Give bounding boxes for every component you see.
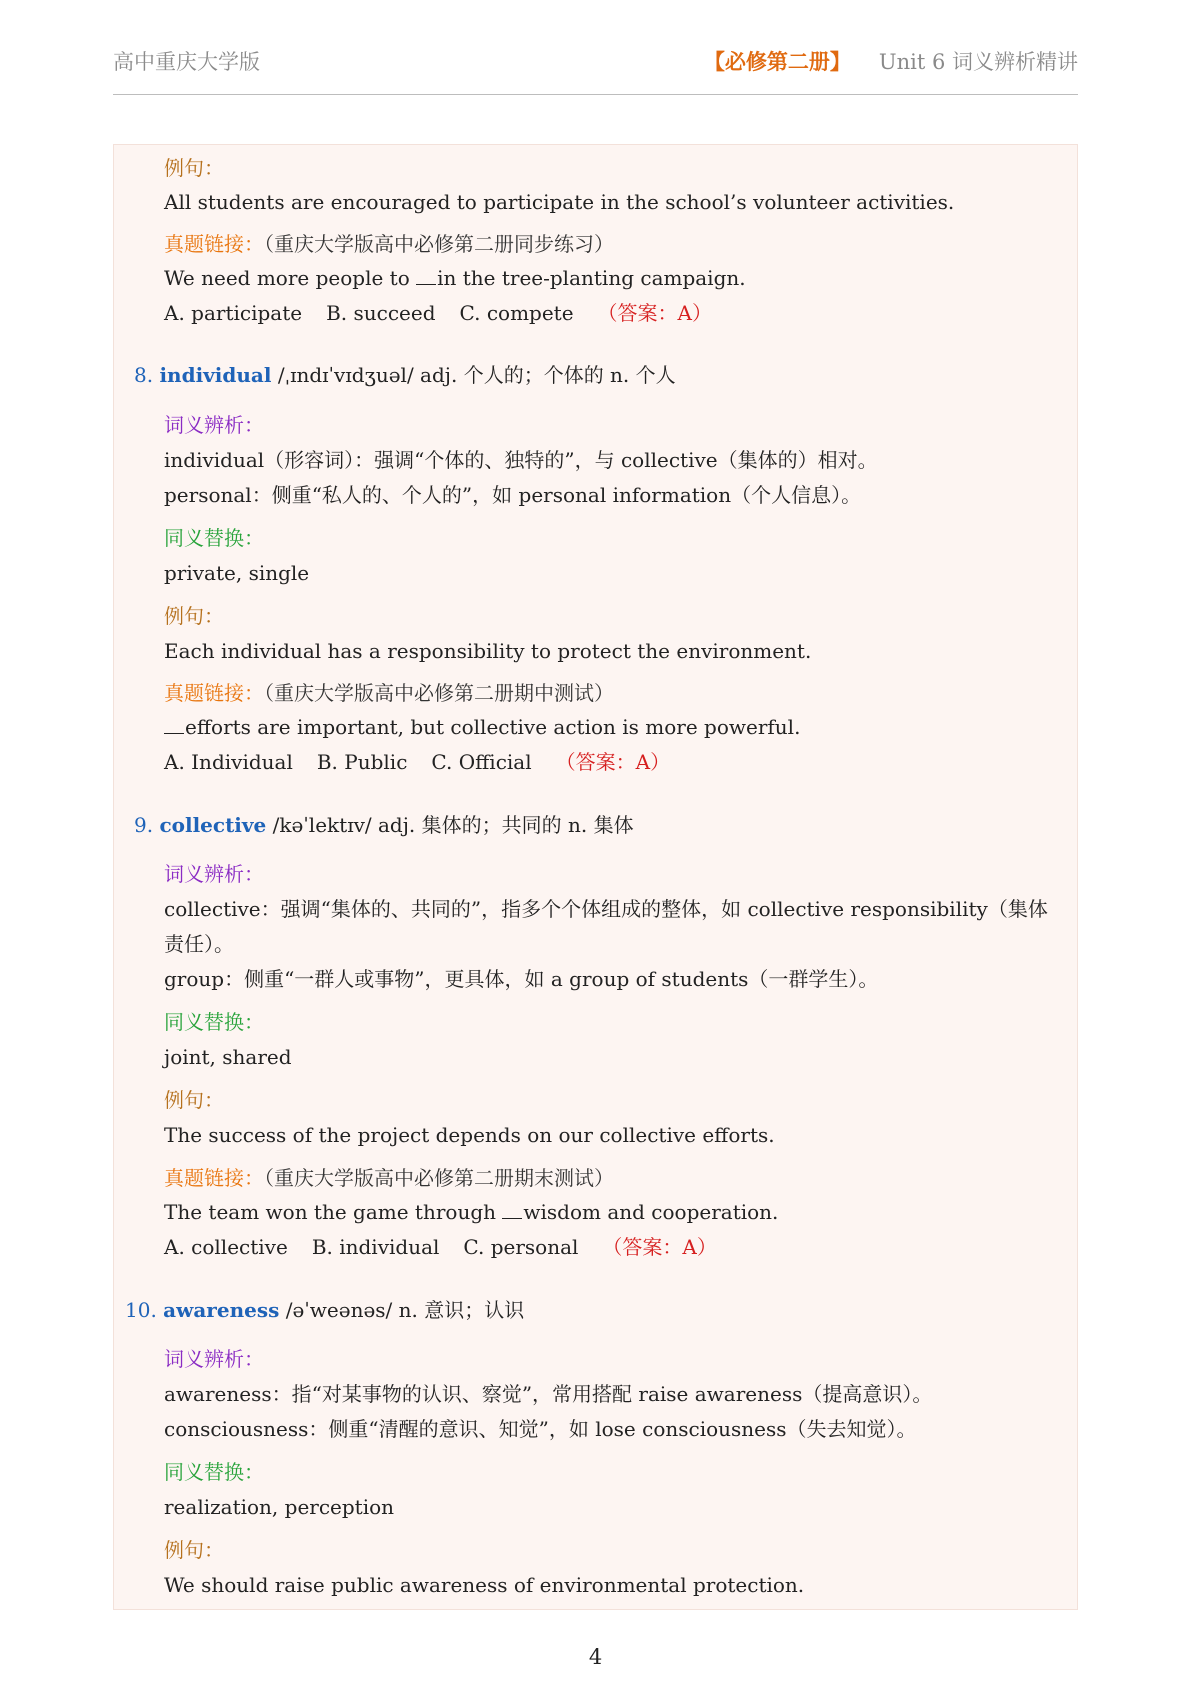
option-b: B. Public <box>316 750 408 774</box>
option-a: A. collective <box>164 1235 288 1259</box>
example-label: 例句： <box>164 604 224 628</box>
header-title: 高中重庆大学版 <box>113 50 260 74</box>
question-after: efforts are important, but collective action is more powerful. <box>185 715 801 739</box>
options-line <box>164 300 712 326</box>
syn-words: realization, perception <box>164 1495 395 1519</box>
example-label: 例句： <box>164 156 224 180</box>
answer-label: （答案：A） <box>597 301 712 325</box>
entry-heading <box>134 812 634 838</box>
entry-word: collective <box>159 813 267 837</box>
link-label: 真题链接： <box>164 1166 264 1190</box>
question-line <box>164 265 746 291</box>
entry-number: 9. <box>134 813 154 837</box>
option-c: C. compete <box>459 301 574 325</box>
book-label: 【必修第二册】 <box>703 49 851 74</box>
syn-words: private, single <box>164 561 310 585</box>
link-label: 真题链接： <box>164 681 264 705</box>
link-line <box>164 680 614 706</box>
example-sentence: We should raise public awareness of environmental protection. <box>164 1573 805 1597</box>
header-divider <box>113 94 1078 95</box>
option-a: A. participate <box>164 301 303 325</box>
question-before: The team won the game through <box>164 1200 503 1224</box>
option-b: B. succeed <box>326 301 436 325</box>
link-line <box>164 1165 614 1191</box>
entry-heading <box>125 1297 524 1323</box>
unit-label: Unit 6 词义辨析精讲 <box>878 50 1078 74</box>
diff-line: awareness：指“对某事物的认识、察觉”，常用搭配 raise awareness（提高意识）。 <box>164 1382 933 1406</box>
example-label: 例句： <box>164 1538 224 1562</box>
option-a: A. Individual <box>164 750 293 774</box>
entry-number: 10. <box>125 1298 157 1322</box>
syn-label: 同义替换： <box>164 526 264 550</box>
example-sentence: All students are encouraged to participate in the school’s volunteer activities. <box>164 190 955 214</box>
options-line <box>164 1234 717 1260</box>
question-after: wisdom and cooperation. <box>523 1200 779 1224</box>
syn-words: joint, shared <box>164 1045 292 1069</box>
entry-definition: /əˈweənəs/ n. 意识；认识 <box>279 1298 525 1322</box>
answer-label: （答案：A） <box>555 750 671 774</box>
syn-label: 同义替换： <box>164 1010 264 1034</box>
option-b: B. individual <box>311 1235 440 1259</box>
diff-line: collective：强调“集体的、共同的”，指多个个体组成的整体，如 collective responsibility（集体 <box>164 897 1048 921</box>
option-c: C. Official <box>431 750 532 774</box>
page-number: 4 <box>588 1645 603 1669</box>
link-source: （重庆大学版高中必修第二册同步练习） <box>264 232 614 256</box>
example-label: 例句： <box>164 1088 224 1112</box>
options-line <box>164 749 670 775</box>
entry-word: awareness <box>163 1298 280 1322</box>
link-line <box>164 231 614 257</box>
diff-line: individual（形容词）：强调“个体的、独特的”，与 collective（集体的）相对。 <box>164 448 878 472</box>
entry-heading <box>134 362 676 388</box>
diff-label: 词义辨析： <box>164 413 264 437</box>
diff-line: 责任）。 <box>164 932 234 956</box>
entry-definition: /ˌɪndɪˈvɪdʒuəl/ adj. 个人的；个体的 n. 个人 <box>271 363 676 387</box>
option-c: C. personal <box>463 1235 579 1259</box>
diff-line: personal：侧重“私人的、个人的”，如 personal information（个人信息）。 <box>164 483 862 507</box>
entry-number: 8. <box>134 363 154 387</box>
diff-label: 词义辨析： <box>164 1347 264 1371</box>
answer-label: （答案：A） <box>602 1235 717 1259</box>
answer-blank <box>502 1200 522 1219</box>
entry-word: individual <box>159 363 272 387</box>
syn-label: 同义替换： <box>164 1460 264 1484</box>
header-right <box>704 46 1078 76</box>
answer-blank <box>164 715 184 734</box>
diff-line: group：侧重“一群人或事物”，更具体，如 a group of students（一群学生）。 <box>164 967 879 991</box>
question-line <box>164 1199 778 1225</box>
link-source: （重庆大学版高中必修第二册期中测试） <box>264 681 614 705</box>
question-line <box>164 714 800 740</box>
link-label: 真题链接： <box>164 232 264 256</box>
link-source: （重庆大学版高中必修第二册期末测试） <box>264 1166 614 1190</box>
answer-blank <box>416 266 436 285</box>
example-sentence: The success of the project depends on our collective efforts. <box>164 1123 775 1147</box>
question-before: We need more people to <box>164 266 417 290</box>
question-after: in the tree-planting campaign. <box>437 266 746 290</box>
diff-line: consciousness：侧重“清醒的意识、知觉”，如 lose consciousness（失去知觉）。 <box>164 1417 917 1441</box>
diff-label: 词义辨析： <box>164 862 264 886</box>
example-sentence: Each individual has a responsibility to protect the environment. <box>164 639 812 663</box>
entry-definition: /kəˈlektɪv/ adj. 集体的；共同的 n. 集体 <box>266 813 634 837</box>
